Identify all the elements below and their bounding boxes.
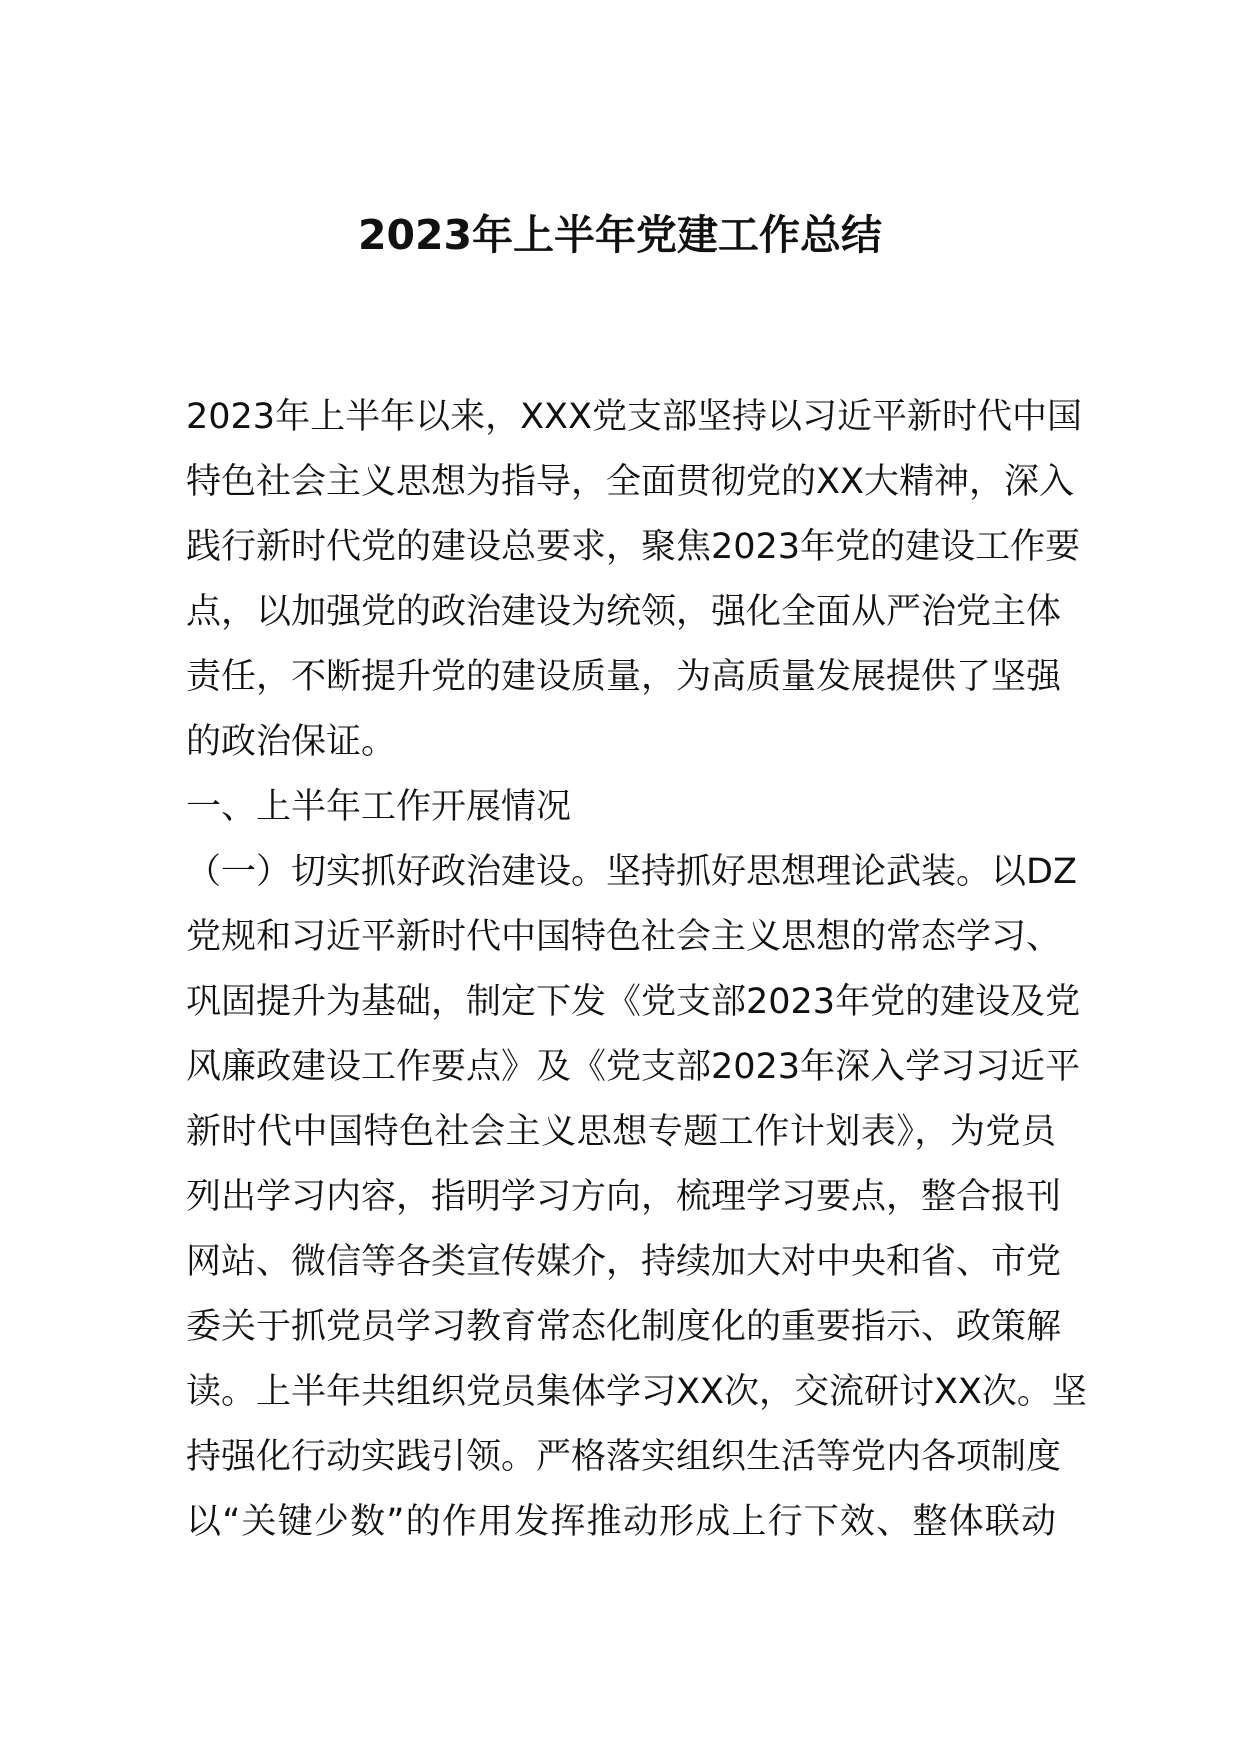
document-body bbox=[186, 385, 1087, 1555]
body-line: 读。上半年共组织党员集体学习XX次，交流研讨XX次。坚 bbox=[186, 1372, 1087, 1412]
body-line: 点，以加强党的政治建设为统领，强化全面从严治党主体 bbox=[186, 592, 1062, 632]
body-line: 以“关键少数”的作用发挥推动形成上行下效、整体联动 bbox=[186, 1502, 1056, 1542]
body-line: 党规和习近平新时代中国特色社会主义思想的常态学习、 bbox=[186, 917, 1062, 957]
body-line: 2023年上半年以来，XXX党支部坚持以习近平新时代中国 bbox=[186, 397, 1083, 437]
body-line: 特色社会主义思想为指导，全面贯彻党的XX大精神，深入 bbox=[186, 462, 1074, 502]
body-line: 新时代中国特色社会主义思想专题工作计划表》，为党员 bbox=[186, 1112, 1056, 1152]
section-heading: 一、上半年工作开展情况 bbox=[186, 787, 572, 827]
body-line: （一）切实抓好政治建设。坚持抓好思想理论武装。以DZ bbox=[186, 852, 1077, 892]
body-line: 网站、微信等各类宣传媒介，持续加大对中央和省、市党 bbox=[186, 1242, 1062, 1282]
body-line: 委关于抓党员学习教育常态化制度化的重要指示、政策解 bbox=[186, 1307, 1062, 1347]
body-line: 持强化行动实践引领。严格落实组织生活等党内各项制度 bbox=[186, 1437, 1062, 1477]
body-line: 践行新时代党的建设总要求，聚焦2023年党的建设工作要 bbox=[186, 527, 1081, 567]
body-line: 的政治保证。 bbox=[186, 722, 397, 762]
body-line: 巩固提升为基础，制定下发《党支部2023年党的建设及党 bbox=[186, 982, 1081, 1022]
body-line: 风廉政建设工作要点》及《党支部2023年深入学习习近平 bbox=[186, 1047, 1081, 1087]
document-title: 2023年上半年党建工作总结 bbox=[357, 211, 883, 259]
body-line: 列出学习内容，指明学习方向，梳理学习要点，整合报刊 bbox=[186, 1177, 1062, 1217]
body-line: 责任，不断提升党的建设质量，为高质量发展提供了坚强 bbox=[186, 657, 1062, 697]
